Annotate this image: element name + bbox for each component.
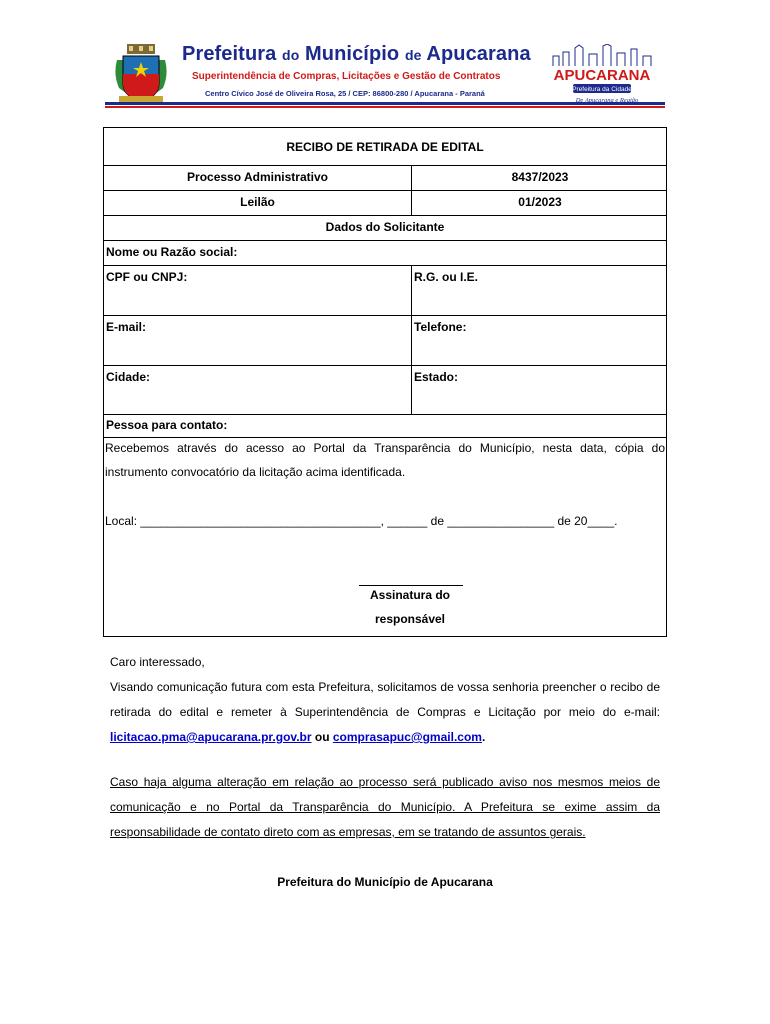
notice-paragraph: Caso haja alguma alteração em relação ao processo será publicado aviso nos mesmos meios de comunicação e no Portal da Transparência do Município. A Prefeitura se exime assim da responsabilidade de contato direto com as empresas, em se tratando de assuntos gerais. — [110, 775, 660, 839]
recebemos-text: Recebemos através do acesso ao Portal da Transparência do Município, nesta data, cópia do instrumento convocatório da licitação acima identificada. — [105, 441, 665, 479]
nome-row[interactable] — [104, 241, 666, 266]
signature-label-1: Assinatura do — [369, 588, 450, 602]
leilao-label: Leilão — [240, 195, 275, 209]
letterhead — [0, 40, 770, 110]
email-link-compras[interactable]: comprasapuc@gmail.com — [332, 730, 482, 744]
processo-label: Processo Administrativo — [187, 170, 328, 184]
period-text: . — [481, 730, 486, 744]
or-text: ou — [311, 730, 333, 744]
letterhead-title: Prefeitura do Município de Apucarana — [182, 43, 531, 65]
signature-line — [359, 585, 463, 586]
footer-signature: Prefeitura do Município de Apucarana — [277, 875, 493, 889]
rg-field[interactable]: R.G. ou I.E. — [411, 266, 668, 315]
divider — [105, 106, 665, 108]
form-title: RECIBO DE RETIRADA DE EDITAL — [286, 140, 484, 154]
letterhead-subtitle: Superintendência de Compras, Licitações e Gestão de Contratos — [192, 71, 501, 82]
svg-text:De Apucarana e Região: De Apucarana e Região — [575, 97, 639, 104]
nome-field-label: Nome ou Razão social: — [106, 245, 238, 259]
leilao-row — [104, 191, 666, 216]
greeting: Caro interessado, — [110, 655, 205, 669]
instructions-text: Visando comunicação futura com esta Prefeitura, solicitamos de vossa senhoria preencher o recibo de retirada do edital e remeter à Superintendência de Compras e Licitação por meio do e-mail: — [110, 680, 660, 719]
cidade-field[interactable]: Cidade: — [106, 370, 151, 384]
dados-title-row — [104, 216, 666, 241]
instructions-paragraph — [110, 675, 660, 750]
apucarana-logo-icon — [545, 44, 660, 106]
cpf-rg-row — [104, 266, 666, 316]
dados-title: Dados do Solicitante — [325, 220, 445, 234]
estado-field[interactable]: Estado: — [411, 366, 668, 414]
receipt-form — [103, 127, 667, 637]
form-title-row — [104, 128, 666, 166]
coat-of-arms-icon — [113, 44, 169, 108]
svg-text:APUCARANA: APUCARANA — [553, 67, 651, 84]
leilao-value: 01/2023 — [411, 191, 668, 215]
cpf-field[interactable]: CPF ou CNPJ: — [106, 270, 188, 284]
cidade-estado-row — [104, 366, 666, 415]
email-telefone-row — [104, 316, 666, 366]
svg-text:Prefeitura da Cidade: Prefeitura da Cidade — [572, 86, 632, 93]
signature-label-2: responsável — [374, 612, 446, 626]
email-link-licitacao[interactable]: licitacao.pma@apucarana.pr.gov.br — [110, 730, 312, 744]
processo-row — [104, 166, 666, 191]
instructions — [110, 650, 660, 750]
contato-field-label: Pessoa para contato: — [106, 418, 228, 432]
processo-value: 8437/2023 — [411, 166, 668, 190]
telefone-field[interactable]: Telefone: — [411, 316, 668, 365]
local-date-line: Local: ____________________________________, ______ de ________________ de 20____. — [105, 514, 618, 528]
letterhead-address: Centro Cívico José de Oliveira Rosa, 25 / CEP: 86800-280 / Apucarana - Paraná — [205, 89, 485, 98]
email-field[interactable]: E-mail: — [106, 320, 147, 334]
contato-row[interactable] — [104, 415, 666, 438]
